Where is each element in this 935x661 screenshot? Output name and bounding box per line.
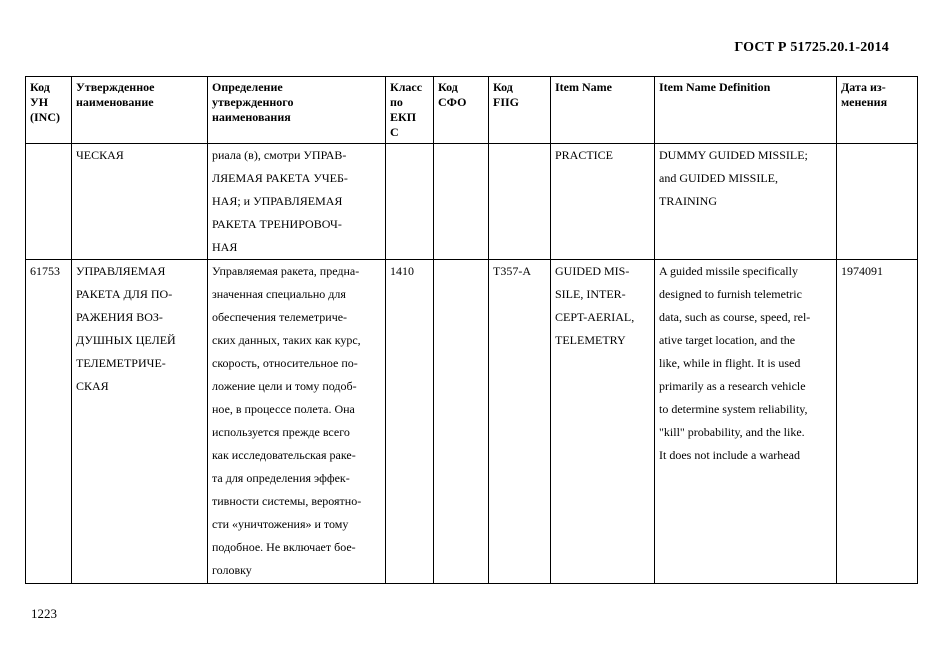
text-line: скорость, относительное по- (212, 356, 358, 370)
text-line: to determine system reliability, (659, 402, 808, 416)
text-line: ДУШНЫХ ЦЕЛЕЙ (76, 333, 176, 347)
header-fiig (489, 77, 551, 144)
cell-inc (26, 144, 72, 260)
cell-inc: 61753 (26, 260, 72, 584)
text-line: головку (212, 563, 252, 577)
text-line: наименования (212, 110, 291, 124)
text-line: TRAINING (659, 194, 717, 208)
text-line: менения (841, 95, 888, 109)
document-title: ГОСТ Р 51725.20.1-2014 (734, 40, 889, 55)
cell-class: 1410 (386, 260, 434, 584)
header-sfo (434, 77, 489, 144)
text-line: Класс (390, 80, 423, 94)
cell-approved-name (72, 144, 208, 260)
text-line: It does not include a warhead (659, 448, 800, 462)
text-line: РАЖЕНИЯ ВОЗ- (76, 310, 163, 324)
header-approved-name (72, 77, 208, 144)
text-line: like, while in flight. It is used (659, 356, 801, 370)
text-line: ЧЕСКАЯ (76, 148, 124, 162)
text-line: SILE, INTER- (555, 287, 626, 301)
cell-date (837, 144, 918, 260)
text-line: Код (493, 80, 513, 94)
text-line: Item Name (555, 80, 612, 94)
text-line: ЕКП (390, 110, 417, 124)
cell-item-name (551, 144, 655, 260)
text-line: DUMMY GUIDED MISSILE; (659, 148, 808, 162)
text-line: FIIG (493, 95, 520, 109)
cell-approved-name (72, 260, 208, 584)
text-line: ЛЯЕМАЯ РАКЕТА УЧЕБ- (212, 171, 348, 185)
text-line: Определение (212, 80, 283, 94)
table-header-row (26, 77, 918, 144)
text-line: РАКЕТА ДЛЯ ПО- (76, 287, 173, 301)
header-class (386, 77, 434, 144)
text-line: по (390, 95, 403, 109)
text-line: (INC) (30, 110, 60, 124)
text-line: primarily as a research vehicle (659, 379, 806, 393)
text-line: Item Name Definition (659, 80, 771, 94)
text-line: CEPT-AERIAL, (555, 310, 635, 324)
text-line: сти «уничтожения» и тому (212, 517, 349, 531)
header-item-name (551, 77, 655, 144)
text-line: используется прежде всего (212, 425, 350, 439)
text-line: ное, в процессе полета. Она (212, 402, 355, 416)
cell-fiig (489, 144, 551, 260)
header-date (837, 77, 918, 144)
text-line: data, such as course, speed, rel- (659, 310, 811, 324)
table-row (26, 260, 918, 584)
text-line: GUIDED MIS- (555, 264, 630, 278)
text-line: Дата из- (841, 80, 886, 94)
text-line: УПРАВЛЯЕМАЯ (76, 264, 166, 278)
text-line: Код (30, 80, 50, 94)
text-line: "kill" probability, and the like. (659, 425, 805, 439)
header-definition (208, 77, 386, 144)
cell-class (386, 144, 434, 260)
text-line: значенная специально для (212, 287, 346, 301)
text-line: СКАЯ (76, 379, 109, 393)
cell-sfo (434, 144, 489, 260)
text-line: риала (в), смотри УПРАВ- (212, 148, 347, 162)
text-line: НАЯ (212, 240, 238, 254)
text-line: designed to furnish telemetric (659, 287, 802, 301)
text-line: A guided missile specifically (659, 264, 798, 278)
cell-sfo (434, 260, 489, 584)
cell-item-definition (655, 144, 837, 260)
text-line: СФО (438, 95, 467, 109)
text-line: PRACTICE (555, 148, 614, 162)
text-line: утвержденного (212, 95, 294, 109)
text-line: тивности системы, вероятно- (212, 494, 362, 508)
text-line: НАЯ; и УПРАВЛЯЕМАЯ (212, 194, 343, 208)
text-line: and GUIDED MISSILE, (659, 171, 778, 185)
text-line: ских данных, таких как курс, (212, 333, 361, 347)
text-line: обеспечения телеметриче- (212, 310, 348, 324)
header-inc (26, 77, 72, 144)
text-line: та для определения эффек- (212, 471, 350, 485)
cell-fiig: T357-A (489, 260, 551, 584)
cell-date: 1974091 (837, 260, 918, 584)
text-line: С (390, 125, 399, 139)
text-line: УН (30, 95, 49, 109)
cell-item-name (551, 260, 655, 584)
page-number: 1223 (31, 606, 57, 621)
text-line: как исследовательская раке- (212, 448, 356, 462)
text-line: наименование (76, 95, 154, 109)
text-line: РАКЕТА ТРЕНИРОВОЧ- (212, 217, 342, 231)
text-line: TELEMETRY (555, 333, 626, 347)
text-line: ложение цели и тому подоб- (212, 379, 357, 393)
cell-definition (208, 260, 386, 584)
text-line: Код (438, 80, 458, 94)
text-line: Управляемая ракета, предна- (212, 264, 360, 278)
cell-item-definition (655, 260, 837, 584)
cell-definition (208, 144, 386, 260)
text-line: Утвержденное (76, 80, 155, 94)
text-line: ative target location, and the (659, 333, 796, 347)
table-row (26, 144, 918, 260)
item-name-table (25, 76, 918, 584)
text-line: подобное. Не включает бое- (212, 540, 356, 554)
text-line: ТЕЛЕМЕТРИЧЕ- (76, 356, 166, 370)
header-item-definition (655, 77, 837, 144)
